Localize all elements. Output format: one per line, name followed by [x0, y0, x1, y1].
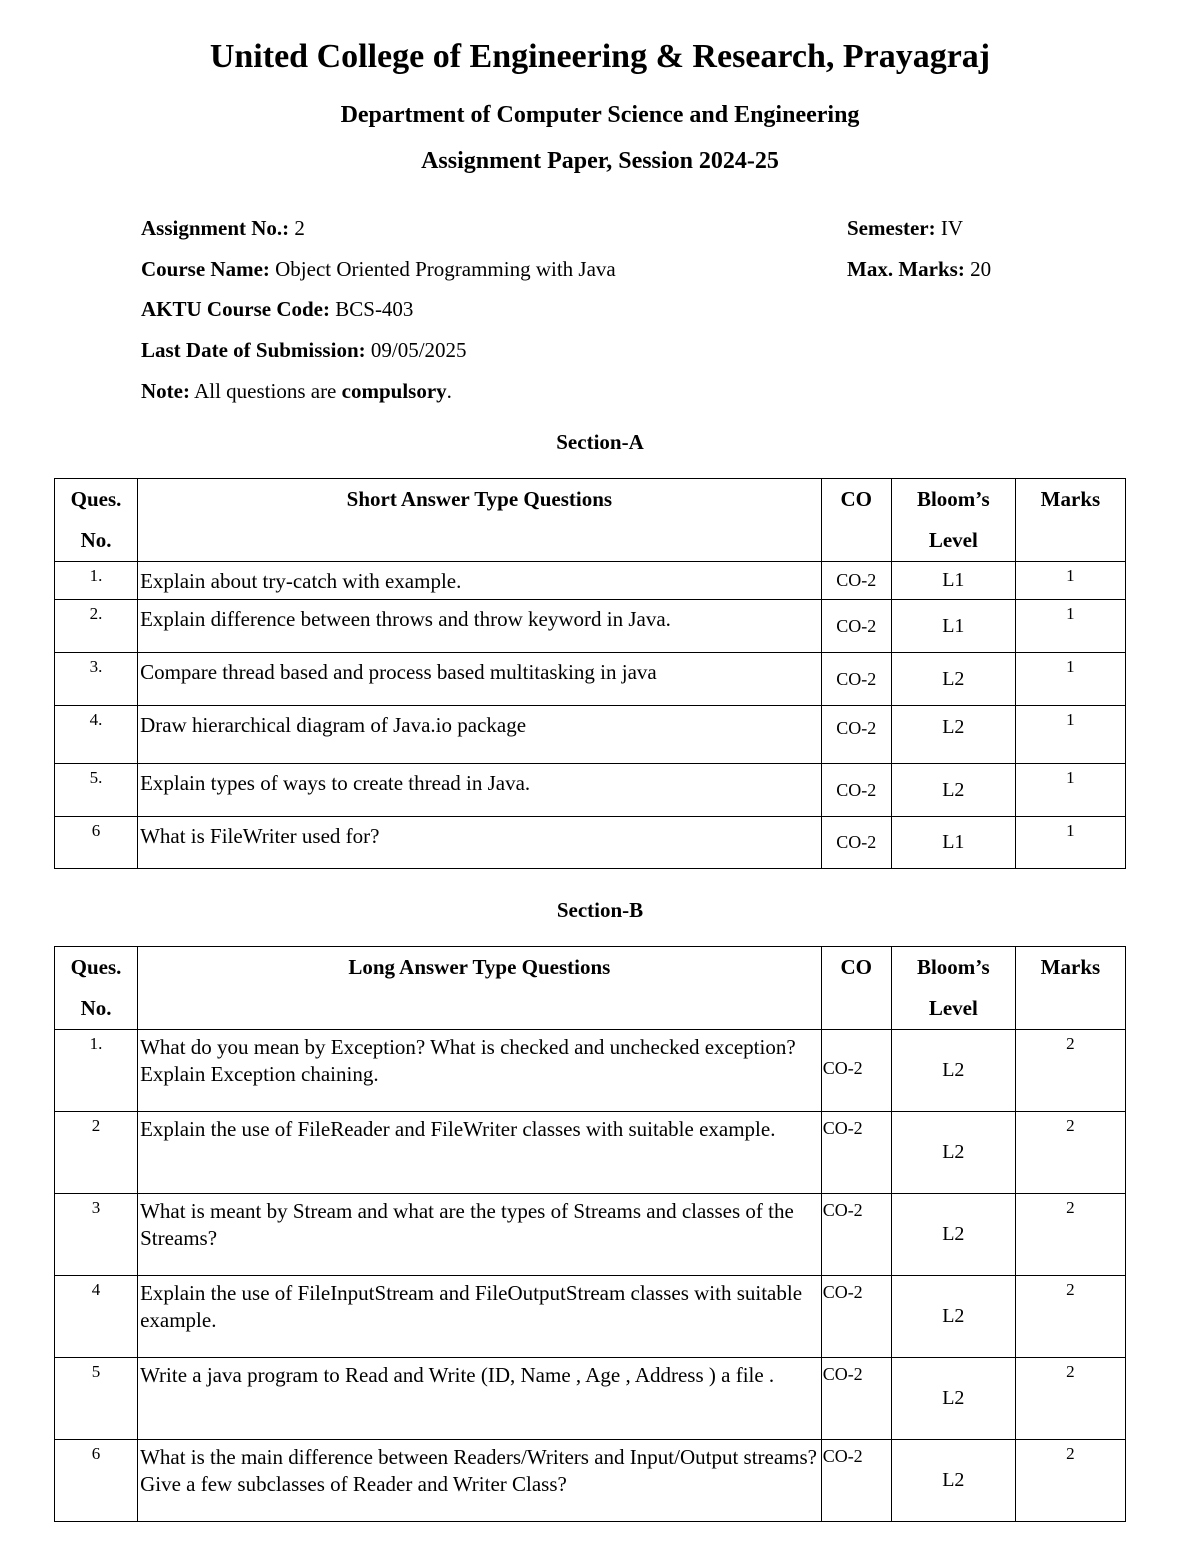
- table-row: [55, 817, 1126, 869]
- question-number: 4.: [55, 706, 138, 764]
- header-question: Short Answer Type Questions: [138, 479, 822, 562]
- course-outcome: CO-2: [821, 764, 891, 817]
- question-number: 2.: [55, 600, 138, 653]
- header-bloom-line2: Level: [928, 528, 978, 552]
- header-co: CO: [821, 947, 891, 1030]
- bloom-level: L2: [891, 706, 1015, 764]
- table-row: [55, 562, 1126, 600]
- header-ques-line1: Ques.: [70, 955, 122, 979]
- question-number: 6: [55, 1440, 138, 1522]
- header-ques-no: [55, 947, 138, 1030]
- question-number: 3: [55, 1194, 138, 1276]
- question-text: Explain the use of FileInputStream and FileOutputStream classes with suitable example.: [138, 1276, 822, 1358]
- table-header-row: [55, 479, 1126, 562]
- last-date: [141, 338, 467, 363]
- course-code: [141, 297, 413, 322]
- note: [141, 379, 452, 404]
- header-ques-line2: No.: [80, 528, 112, 552]
- question-number: 5: [55, 1358, 138, 1440]
- question-text: Draw hierarchical diagram of Java.io package: [138, 706, 822, 764]
- bloom-level: L2: [891, 1194, 1015, 1276]
- course-name-value: Object Oriented Programming with Java: [275, 257, 616, 281]
- course-name-label: Course Name:: [141, 257, 270, 281]
- question-number: 4: [55, 1276, 138, 1358]
- course-outcome: CO-2: [821, 1030, 891, 1112]
- course-outcome: CO-2: [821, 562, 891, 600]
- header-marks: Marks: [1015, 947, 1125, 1030]
- header-bloom: [891, 479, 1015, 562]
- question-number: 1.: [55, 562, 138, 600]
- question-marks: 1: [1015, 653, 1125, 706]
- table-row: [55, 1030, 1126, 1112]
- assignment-no: [141, 216, 305, 241]
- question-marks: 2: [1015, 1112, 1125, 1194]
- note-end: .: [446, 379, 452, 403]
- assignment-no-label: Assignment No.:: [141, 216, 290, 240]
- course-outcome: CO-2: [821, 653, 891, 706]
- session-title: Assignment Paper, Session 2024-25: [421, 148, 779, 174]
- question-text: What is the main difference between Readers/Writers and Input/Output streams? Give a few subclasses of Reader and Writer Class?: [138, 1440, 822, 1522]
- header-ques-line2: No.: [80, 996, 112, 1020]
- header-bloom-line2: Level: [928, 996, 978, 1020]
- semester-value: IV: [940, 216, 964, 240]
- header-question: Long Answer Type Questions: [138, 947, 822, 1030]
- question-text: Explain difference between throws and throw keyword in Java.: [138, 600, 822, 653]
- table-row: [55, 706, 1126, 764]
- question-text: Explain about try-catch with example.: [138, 562, 822, 600]
- header-co: CO: [821, 479, 891, 562]
- table-row: [55, 764, 1126, 817]
- college-title: United College of Engineering & Research, Prayagraj: [209, 38, 991, 75]
- table-row: [55, 1194, 1126, 1276]
- note-label: Note:: [141, 379, 190, 403]
- bloom-level: L1: [891, 562, 1015, 600]
- question-marks: 1: [1015, 600, 1125, 653]
- bloom-level: L2: [891, 1358, 1015, 1440]
- question-number: 1.: [55, 1030, 138, 1112]
- section-a-table: [54, 478, 1126, 869]
- table-row: [55, 1276, 1126, 1358]
- table-header-row: [55, 947, 1126, 1030]
- bloom-level: L2: [891, 1440, 1015, 1522]
- section-b-title: Section-B: [556, 898, 644, 922]
- semester-label: Semester:: [847, 216, 936, 240]
- question-marks: 1: [1015, 817, 1125, 869]
- course-outcome: CO-2: [821, 817, 891, 869]
- course-outcome: CO-2: [821, 1276, 891, 1358]
- question-marks: 1: [1015, 706, 1125, 764]
- course-code-label: AKTU Course Code:: [141, 297, 330, 321]
- question-number: 5.: [55, 764, 138, 817]
- course-code-value: BCS-403: [335, 297, 414, 321]
- question-marks: 1: [1015, 562, 1125, 600]
- bloom-level: L2: [891, 1276, 1015, 1358]
- course-outcome: CO-2: [821, 1194, 891, 1276]
- bloom-level: L1: [891, 817, 1015, 869]
- table-row: [55, 1358, 1126, 1440]
- bloom-level: L2: [891, 653, 1015, 706]
- last-date-value: 09/05/2025: [370, 338, 467, 362]
- header-bloom-line1: Bloom’s: [916, 955, 990, 979]
- course-name: [141, 257, 616, 282]
- question-text: What is FileWriter used for?: [138, 817, 822, 869]
- max-marks-value: 20: [970, 257, 992, 281]
- max-marks: [847, 257, 991, 282]
- header-ques-line1: Ques.: [70, 487, 122, 511]
- department-title: Department of Computer Science and Engineering: [340, 102, 860, 128]
- question-number: 6: [55, 817, 138, 869]
- question-text: What is meant by Stream and what are the types of Streams and classes of the Streams?: [138, 1194, 822, 1276]
- bloom-level: L2: [891, 764, 1015, 817]
- course-outcome: CO-2: [821, 1112, 891, 1194]
- table-row: [55, 653, 1126, 706]
- table-row: [55, 600, 1126, 653]
- header-ques-no: [55, 479, 138, 562]
- assignment-no-value: 2: [294, 216, 305, 240]
- course-outcome: CO-2: [821, 1440, 891, 1522]
- note-emphasis: compulsory: [341, 379, 447, 403]
- question-marks: 2: [1015, 1030, 1125, 1112]
- question-marks: 2: [1015, 1276, 1125, 1358]
- bloom-level: L2: [891, 1112, 1015, 1194]
- bloom-level: L2: [891, 1030, 1015, 1112]
- section-a-title: Section-A: [556, 430, 644, 454]
- question-text: Explain the use of FileReader and FileWriter classes with suitable example.: [138, 1112, 822, 1194]
- table-row: [55, 1440, 1126, 1522]
- header-marks: Marks: [1015, 479, 1125, 562]
- question-text: Write a java program to Read and Write (ID, Name , Age , Address ) a file .: [138, 1358, 822, 1440]
- bloom-level: L1: [891, 600, 1015, 653]
- header-bloom: [891, 947, 1015, 1030]
- max-marks-label: Max. Marks:: [847, 257, 965, 281]
- question-number: 2: [55, 1112, 138, 1194]
- last-date-label: Last Date of Submission:: [141, 338, 366, 362]
- course-outcome: CO-2: [821, 706, 891, 764]
- course-outcome: CO-2: [821, 1358, 891, 1440]
- question-marks: 1: [1015, 764, 1125, 817]
- note-text: All questions are: [194, 379, 337, 403]
- question-marks: 2: [1015, 1440, 1125, 1522]
- question-text: What do you mean by Exception? What is checked and unchecked exception? Explain Exception chaining.: [138, 1030, 822, 1112]
- course-outcome: CO-2: [821, 600, 891, 653]
- header-bloom-line1: Bloom’s: [916, 487, 990, 511]
- question-marks: 2: [1015, 1194, 1125, 1276]
- table-row: [55, 1112, 1126, 1194]
- question-text: Compare thread based and process based multitasking in java: [138, 653, 822, 706]
- section-b-table: [54, 946, 1126, 1522]
- semester: [847, 216, 963, 241]
- question-number: 3.: [55, 653, 138, 706]
- question-text: Explain types of ways to create thread in Java.: [138, 764, 822, 817]
- question-marks: 2: [1015, 1358, 1125, 1440]
